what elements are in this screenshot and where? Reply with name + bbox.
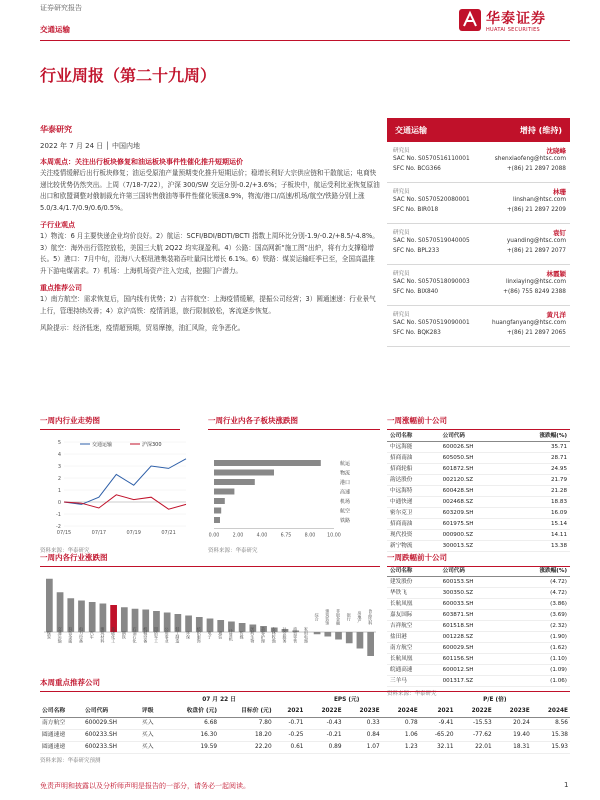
industry-label: 农林牧渔 [271,627,277,643]
code-cell: 002120.SZ [442,477,474,483]
section-body-picks: 1）南方航空：需求恢复后，国内线有优势；2）吉祥航空：上海疫情缓解，提振公司经营；3）圆通速递：行业景气上行，管理持续改善；4）京沪高铁：疫情消退，旅行限制放松，客流逐步恢复。 [40,295,376,315]
category-label: 航运 [340,461,351,467]
y-tick-label: -1 [56,512,61,518]
brand-logo [458,6,573,36]
table-row [387,508,570,519]
subsector-bar [214,479,255,485]
recommend-row [40,730,570,742]
table-row [387,519,570,530]
recommend-cell: 1.23 [404,744,418,750]
code-cell: 002468.SZ [442,499,474,505]
company-cell: 中通快递 [390,499,413,505]
industry-label: 房地产 [357,611,363,623]
recommend-cell: 7.80 [258,720,272,726]
trend-line-chart [40,434,190,544]
top-up-panel [387,431,570,552]
analyst-role: 研究员 [393,148,410,154]
recommend-cell: 买入 [141,720,154,726]
risk-note: 风险提示：经济低迷，疫情超预期，贸易摩擦，油汇风险，竞争恶化。 [40,324,245,333]
code-cell: 600012.SH [442,667,474,673]
legend-label: 沪深300 [142,442,162,448]
price-date: 07 月 22 日 [202,697,236,703]
analyst-card [387,306,570,347]
recommend-col-header: 收盘价 (元) [186,708,218,714]
recommend-cell: 18.31 [513,744,530,750]
company-cell: 新宁物流 [390,543,413,549]
industry-label: 有色金属 [68,627,74,643]
change-cell: 24.95 [550,466,567,472]
x-tick-label: 10.00 [327,533,341,539]
recommend-col-header: 公司名称 [42,708,66,714]
change-cell: (1.90) [550,634,567,640]
top-down-table [387,566,570,687]
code-cell: 601975.SH [442,521,474,527]
change-cell: (4.72) [550,579,567,585]
analyst-card [387,265,570,306]
industry-bar [357,632,364,649]
analyst-sac: SAC No. S0570519090001 [393,320,470,326]
analyst-role: 研究员 [393,312,410,318]
industry-label: 电子 [207,631,213,639]
y-tick-label: 4 [57,452,61,458]
recommend-cell: 圆通速递 [42,744,66,750]
table-row [387,621,570,632]
recommend-cell: -0.43 [326,720,342,726]
recommend-cell: 0.78 [404,720,418,726]
industry-label: 非银金融 [336,609,342,625]
subsector-bar-chart [208,434,380,544]
industry-bar [185,616,192,633]
code-cell: 600029.SH [442,645,474,651]
analyst-role: 研究员 [393,271,410,277]
change-cell: (2.32) [550,623,567,629]
huatai-logo-icon [458,8,482,32]
analyst-sfc: SFC No. BCG366 [393,166,441,172]
table-source: 资料来源：华泰研究 [387,691,437,697]
top-down-title: 一周跌幅前十公司 [387,552,570,567]
recommend-cell: 15.93 [551,744,568,750]
industry-label: 电力设备 [78,627,84,643]
chart-title-trend: 一周内行业走势图 [40,415,180,430]
company-cell: 南方航空 [390,645,413,651]
recommend-source: 资料来源：华泰研究预测 [40,758,101,764]
recommend-cell: 0.33 [366,720,380,726]
change-cell: 14.11 [550,532,567,538]
rating-sector: 交通运输 [395,125,427,135]
y-tick-label: 1 [57,488,61,494]
company-cell: 招商南油 [390,521,413,527]
analyst-email[interactable]: huangfanyang@htsc.com [491,320,566,326]
logo-text-en: HUATAI SECURITIES [486,27,540,33]
code-cell: 601518.SH [442,623,474,629]
recommend-cell: 600233.SH [84,732,117,738]
industry-label: 计算机 [228,629,234,641]
table-row [387,497,570,508]
recommend-cell: -77.62 [473,732,492,738]
change-cell: 18.83 [550,499,567,505]
industry-label: 建筑材料 [100,627,106,643]
recommend-cell: 22.20 [255,744,272,750]
chart-source-1: 资料来源：华泰研究 [40,548,90,554]
industry-label: 煤炭 [46,631,52,639]
change-cell: 21.28 [550,488,567,494]
recommend-cell: 18.20 [255,732,272,738]
change-cell: 35.71 [550,444,567,450]
table-row [387,632,570,643]
recommend-cell: 19.40 [513,732,530,738]
industry-bar [324,632,331,637]
industry-label: 国防军工 [153,627,159,643]
analyst-role: 研究员 [393,230,410,236]
recommend-col-header: 2021 [287,708,304,714]
code-cell: 601872.SH [442,466,474,472]
recommend-cell: 8.56 [555,720,568,726]
industry-label: 建筑装饰 [325,609,331,625]
industry-label: 食品饮料 [368,609,374,625]
analyst-sac: SAC No. S0570520080001 [393,197,470,203]
recommend-row [40,718,570,730]
recommend-col-header: 2021 [437,708,454,714]
code-cell: 600428.SH [442,488,474,494]
analyst-phone: +(86) 21 2897 2088 [506,166,566,172]
analyst-name: 袁钉 [553,229,566,237]
table-row [387,588,570,599]
industry-label: 综合 [314,613,320,621]
change-cell: (1.62) [550,645,567,651]
category-label: 机场 [340,499,351,505]
recommend-title: 本周重点推荐公司 [40,677,570,692]
table-row [387,643,570,654]
page-number: 1 [564,781,569,789]
recommend-cell: 16.30 [200,732,218,738]
industry-label: 交通运输 [57,627,63,643]
chart-title-industry: 一周内各行业涨跌图 [40,552,380,567]
header-divider [40,40,570,41]
rating-header [387,118,570,142]
recommend-col-header: 评级 [141,708,154,714]
change-cell: (1.10) [550,656,567,662]
report-type: 证券研究报告 [40,4,82,12]
y-tick-label: 3 [57,464,61,470]
analyst-sfc: SFC No. BQK283 [393,330,441,336]
analyst-sidebar [387,118,570,347]
recommend-cell: 南方航空 [42,720,66,726]
recommend-cell: -9.41 [438,720,454,726]
recommend-cell: 19.59 [200,744,218,750]
company-cell: 皖通高速 [390,667,413,673]
top-up-title: 一周涨幅前十公司 [387,415,570,430]
company-cell: 韵达股份 [390,477,413,483]
company-cell: 盐田港 [390,634,407,640]
analyst-email[interactable]: yuanding@htsc.com [506,238,566,244]
col-code: 公司代码 [440,431,508,442]
industry-label: 美容护理 [261,627,267,643]
recommend-cell: 0.84 [366,732,380,738]
change-cell: 13.38 [550,543,567,549]
x-tick-label: 2.00 [232,533,244,539]
x-tick-label: 07/17 [91,530,107,536]
code-cell: 300013.SZ [442,543,474,549]
change-cell: (1.06) [550,678,567,684]
recommend-cell: 买入 [141,744,154,750]
industry-label: 商贸零售 [293,627,299,643]
company-cell: 密尔克卫 [390,510,413,516]
col-company: 公司名称 [387,431,440,442]
x-tick-label: 07/15 [56,530,72,536]
analyst-name: 林珊 [553,188,566,196]
recommend-row [40,742,570,754]
section-title-picks: 重点推荐公司 [40,284,82,293]
rating-value: 增持 (维持) [519,125,562,135]
table-row [387,610,570,621]
industry-bar [89,602,96,632]
category-label: 高速 [340,489,351,496]
analyst-role: 研究员 [393,189,410,195]
analyst-sfc: SFC No. BPL233 [393,248,440,254]
industry-bar [46,579,53,632]
category-label: 物流 [340,470,351,477]
recommend-cell: -15.53 [473,720,492,726]
code-cell: 001317.SZ [442,678,474,684]
industry-label: 银行 [346,613,352,621]
analyst-phone: +(86) 21 2897 2209 [506,207,566,213]
recommend-cell: -0.71 [288,720,304,726]
recommend-cell: 买入 [141,732,154,738]
analyst-phone: +(86) 755 8249 2388 [503,289,566,295]
industry-bar-chart [40,568,380,666]
subsector-bar [214,489,234,495]
table-row [387,453,570,464]
industry-label: 石油石化 [132,627,138,643]
subsector-bar [214,470,274,476]
code-cell: 600033.SH [442,601,474,607]
subsector-bar [214,517,220,523]
company-cell: 招商轮船 [390,466,413,472]
code-cell: 605050.SH [442,455,474,461]
pe-label: P/E (倍) [483,697,507,703]
analyst-sfc: SFC No. BIR018 [393,207,439,213]
recommend-section [40,677,570,764]
recommend-cell: 1.07 [366,744,380,750]
recommend-col-header: 目标价 (元) [241,708,272,714]
table-row [387,654,570,665]
industry-label: 汽车 [89,631,95,639]
change-cell: 21.79 [550,477,567,483]
analyst-phone: +(86) 21 2897 2077 [506,248,566,254]
industry-label: 基础化工 [111,627,117,643]
analyst-email[interactable]: linshan@htsc.com [513,197,566,203]
table-row [387,530,570,541]
table-row [387,541,570,552]
code-cell: 601156.SH [442,656,474,662]
x-tick-label: 07/21 [161,530,176,536]
section-title-view: 本周观点：关注出行板块修复和油运板块事件性催化推升短期运价 [40,158,243,166]
col-change: 涨跌幅(%) [508,431,570,442]
recommend-col-header: 公司代码 [84,708,109,714]
company-cell: 长航凤凰 [390,656,413,662]
author-info [40,124,140,151]
chart-source-2: 资料来源：华泰研究 [208,548,258,554]
y-tick-label: 5 [57,440,61,446]
firm-name: 华泰研究 [40,125,72,134]
legend-label: 交通运输 [92,442,113,448]
x-tick-label: 6.75 [280,533,292,539]
section-body-view: 关注疫情缓解后出行板块修复；油运受原油产量预期变化推升短期运价；稳增长利好大宗供应链和干散航运；电商快递比较优势仍然突出。上周（7/18-7/22），沪深 300/SW 交运分别-0.2/+3.6%；子板块中，航运受利比亚恢复原油出口和欧盟调整对俄制裁允许第三国转售俄油等事件性催化领涨8.9%，物流/港口/高速/机场/航空/铁路分别上涨5.0/3.4/1.7/0.9/0.6/0.5%。 [40,169,380,212]
industry-label: 公用事业 [164,627,170,643]
section-title-subsector: 子行业观点 [40,221,75,230]
table-row [387,599,570,610]
analyst-card [387,183,570,224]
analyst-name: 沈晓峰 [546,147,566,155]
change-cell: (3.69) [550,612,567,618]
recommend-col-header: 2024E [547,708,568,714]
company-cell: 建发股份 [390,579,413,585]
recommend-cell: 22.01 [475,744,492,750]
company-cell: 长航凤凰 [390,601,413,607]
analyst-email[interactable]: linxiaying@htsc.com [505,279,566,285]
industry-bar [335,632,342,640]
change-cell: (1.09) [550,667,567,673]
company-cell: 招商南油 [390,455,413,461]
recommend-cell: 6.68 [204,720,218,726]
industry-label: 医药生物 [250,627,256,643]
analyst-card [387,224,570,265]
recommend-cell: 1.06 [404,732,418,738]
company-cell: 嘉友国际 [390,612,413,618]
col-change: 涨跌幅(%) [508,566,570,577]
code-cell: 603209.SH [442,510,474,516]
industry-label: 家用电器 [303,627,309,643]
industry-label: 社会服务 [282,627,288,643]
industry-label: 钢铁 [121,631,127,639]
recommend-cell: -0.21 [326,732,342,738]
analyst-name: 黄凡洋 [546,311,566,319]
logo-text-cn: 华泰证券 [486,11,546,27]
code-cell: 300350.SZ [442,590,474,596]
recommend-cell: 20.24 [513,720,530,726]
recommend-cell: 圆通速递 [42,732,66,738]
table-row [387,486,570,497]
company-cell: 吉祥航空 [390,623,413,629]
industry-label: 轻工制造 [175,627,181,643]
x-tick-label: 07/19 [126,530,141,536]
analyst-sfc: SFC No. BIX840 [393,289,439,295]
industry-label: 通信 [218,631,224,639]
company-cell: 中远海特 [390,488,413,494]
footer-disclaimer: 免责声明和披露以及分析师声明是报告的一部分，请务必一起阅读。 [40,782,250,790]
table-row [387,464,570,475]
industry-bar [314,632,321,634]
recommend-cell: 600233.SH [84,744,117,750]
change-cell: 28.71 [550,455,567,461]
chart-title-subsector: 一周行业内各子板块涨跌图 [208,415,380,430]
change-cell: 16.09 [550,510,567,516]
col-company: 公司名称 [387,566,440,577]
recommend-cell: 600029.SH [84,720,117,726]
recommend-table [40,695,570,754]
industry-bar [207,619,214,633]
x-tick-label: 8.00 [304,533,316,539]
recommend-col-header: 2022E [321,708,342,714]
code-cell: 001228.SZ [442,634,474,640]
recommend-col-header: 2024E [397,708,418,714]
sector-label: 交通运输 [40,25,70,34]
analyst-name: 林霞颖 [546,270,566,278]
x-tick-label: 4.00 [256,533,268,539]
y-tick-label: 0 [57,500,61,506]
company-cell: 三羊马 [390,678,407,684]
industry-label: 环保 [186,631,192,639]
table-row [387,475,570,486]
code-cell: 600153.SH [442,579,474,585]
col-code: 公司代码 [440,566,508,577]
company-cell: 华铁飞 [390,590,407,596]
recommend-col-header: 2023E [509,708,530,714]
section-body-subsector: 1）物流：6 月主要快递企业均价良好。2）航运：SCFI/BDI/BDTI/BCTI 指数上周环比分别-1.9/-0.2/+8.5/-4.8%。3）航空：海外出行管控放松，美国三大航 2Q22 均实现盈利。4）公路：国高网新“施工图”出炉，将有力支撑稳增长。5）港口：7月中旬，沿海八大枢纽港集装箱吞吐量同比增长 6.1%。6）铁路：煤炭运输旺季已至，全国高温推升下游电煤需求。7）机场：上海机场资产注入完成，挖掘门户潜力。 [40,232,379,275]
subsector-bar [214,508,221,514]
category-label: 航空 [340,508,351,515]
recommend-cell: -65.20 [434,732,454,738]
y-tick-label: 2 [57,476,61,482]
analyst-email[interactable]: shenxiaofeng@htsc.com [494,156,566,162]
subsector-bar [214,460,321,466]
recommend-cell: 0.61 [290,744,304,750]
table-row [387,665,570,676]
industry-bar [346,632,353,643]
analyst-sac: SAC No. S0570518090003 [393,279,470,285]
change-cell: (4.72) [550,590,567,596]
code-cell: 603871.SH [442,612,474,618]
recommend-cell: 0.89 [328,744,342,750]
eps-label: EPS (元) [333,697,360,703]
code-cell: 000900.SZ [442,532,474,538]
industry-label: 传媒 [239,631,245,639]
category-label: 铁路 [340,518,351,524]
recommend-cell: 32.11 [436,744,454,750]
change-cell: 15.14 [550,521,567,527]
industry-bar [367,632,374,656]
analyst-phone: +(86) 21 2897 2065 [506,330,566,336]
report-date: 2022 年 7 月 24 日 │ 中国内地 [40,142,140,150]
y-tick-label: -2 [56,524,61,530]
analyst-sac: SAC No. S0570519040005 [393,238,470,244]
category-label: 港口 [340,480,351,486]
recommend-cell: 15.38 [551,732,568,738]
industry-bar [121,607,128,632]
company-cell: 中远海能 [390,444,413,450]
industry-label: 机械设备 [143,627,149,643]
company-cell: 现代投资 [390,532,413,538]
recommend-col-header: 2023E [359,708,380,714]
main-text [40,157,380,341]
recommend-col-header: 2022E [471,708,492,714]
x-tick-label: 0.00 [208,533,220,539]
analyst-sac: SAC No. S0570516110001 [393,156,470,162]
code-cell: 600026.SH [442,444,474,450]
subsector-bar [214,498,225,504]
report-title: 行业周报（第二十九周） [40,66,217,85]
industry-label: 纺织服饰 [196,627,202,643]
recommend-cell: -0.25 [288,732,304,738]
analyst-card [387,142,570,183]
table-row [387,442,570,453]
table-row [387,577,570,588]
change-cell: (3.86) [550,601,567,607]
top-up-table [387,431,570,552]
